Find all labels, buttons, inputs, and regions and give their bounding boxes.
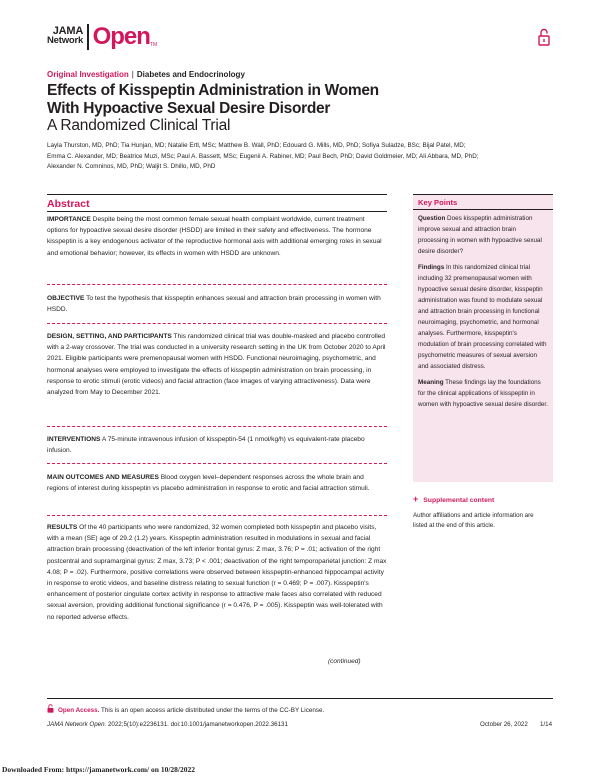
plus-icon: + — [413, 494, 419, 504]
article-title: Effects of Kisspeptin Administration in Women With Hypoactive Sexual Desire Disorder — [47, 82, 379, 117]
author-list: Layla Thurston, MD, PhD; Tia Hunjan, MD; Natalie Ertl, MSc; Matthew B. Wall, PhD; Edouard G. Mills, MD, PhD; Sofiya Suladze, BSc; Bijal Patel, MD; Emma C. Alexander, MD; Beatrice Muzi, MSc; Paul A. Bassett, MSc; Eugenii A. Rabiner, MD; Paul Bech, PhD; David Goldmeier, MD; Ali Abbara, MD, PhD; Alexander N. Comninos, MD, PhD; Waljit S. Dhillo, MD, PhD — [47, 142, 479, 170]
abstract-results: RESULTS Of the 40 participants who were randomized, 32 women completed both kisspeptin and placebo visits, with a mean (SE) age of 29.2 (1.2) years. Kisspeptin administration resulted in modulations in sexual and facial attraction brain processing (deactivation of the left inferior frontal gyrus: Z max, 3.76; P = .01; activation of the right postcentral and supramarginal gyrus: Z max, 3.73; P < .001; deactivation of the right temporoparietal junction: Z max 4.08; P = .02). Furthermore, positive correlations were observed between kisspeptin-enhanced hippocampal activity in response to erotic videos, and baseline distress relating to sexual function (r = 0.469; P = .007). Kisspeptin's enhancement of posterior cingulate cortex activity in response to attractive male faces also correlated with reduced sexual aversion, providing additional functional significance (r = 0.476, P = .005). Kisspeptin was well-tolerated with no reported adverse effects. — [47, 524, 387, 621]
abstract-objective: OBJECTIVE To test the hypothesis that kisspeptin enhances sexual and attraction brain processing in women with HSDD. — [47, 295, 381, 314]
section-divider — [47, 463, 387, 464]
publication-date: October 26, 2022 — [480, 721, 528, 728]
key-points-question: Question Does kisspeptin administration improve sexual and attraction brain processing in women with hypoactive sexual desire disorder? — [418, 215, 542, 255]
article-subtitle: A Randomized Clinical Trial — [47, 117, 231, 134]
citation-line: JAMA Network Open. 2022;5(10):e2236131. doi:10.1001/jamanetworkopen.2022.36131 — [47, 721, 288, 728]
open-access-label[interactable]: Open Access. — [58, 707, 100, 714]
open-access-note: Open Access. This is an open access article distributed under the terms of the CC-BY License. — [47, 704, 324, 714]
article-topic[interactable]: Diabetes and Endocrinology — [136, 70, 245, 79]
download-watermark: Downloaded From: https://jamanetwork.com/ on 10/28/2022 — [2, 765, 195, 774]
key-points-meaning: Meaning These findings lay the foundations for the clinical applications of kisspeptin in women with hypoactive sexual desire disorder. — [418, 379, 548, 408]
abstract-interventions: INTERVENTIONS A 75-minute intravenous infusion of kisspeptin-54 (1 nmol/kg/h) vs equivalent-rate placebo infusion. — [47, 436, 365, 455]
footer-rule — [47, 698, 553, 699]
continued-note: (continued) — [328, 658, 361, 665]
section-divider — [47, 284, 387, 285]
section-divider — [47, 515, 387, 516]
journal-logo — [47, 24, 157, 52]
article-kicker — [47, 70, 245, 80]
logo-open: Open — [92, 23, 150, 50]
logo-jama-network: JAMA Network — [47, 25, 84, 46]
open-access-lock-icon — [47, 704, 54, 713]
key-points-heading: Key Points — [413, 198, 553, 210]
abstract-heading-rule — [47, 211, 387, 212]
kicker-separator: | — [131, 70, 134, 79]
section-divider — [47, 426, 387, 427]
page-number: 1/14 — [540, 721, 553, 728]
supplemental-content-link[interactable]: + Supplemental content — [413, 494, 495, 504]
article-type[interactable]: Original Investigation — [47, 70, 129, 79]
abstract-outcomes: MAIN OUTCOMES AND MEASURES Blood oxygen level–dependent responses across the whole brain and regions of interest during kisspeptin vs placebo administration in response to erotic and facial attraction stimuli. — [47, 474, 370, 493]
affiliations-note: Author affiliations and article information are listed at the end of this article. — [413, 512, 534, 529]
abstract-heading: Abstract — [47, 194, 387, 210]
logo-divider — [87, 24, 89, 50]
abstract-importance: IMPORTANCE Despite being the most common female sexual health complaint worldwide, current treatment options for hypoactive sexual desire disorder (HSDD) are limited in their safety and effectiveness. The hormone kisspeptin is a key endogenous activator of the reproductive hormonal axis with additional emerging roles in sexual and emotional behavior; however, its effects in women with HSDD are unknown. — [47, 216, 382, 257]
open-lock-icon — [538, 28, 550, 46]
key-points-findings: Findings In this randomized clinical trial including 32 premenopausal women with hypoactive sexual desire disorder, kisspeptin administration was found to modulate sexual and attraction brain processing in functional neuroimaging, psychometric, and hormonal analyses. Furthermore, kisspeptin's modulation of brain processing correlated with psychometric measures of sexual aversion and associated distress. — [418, 264, 547, 370]
key-points-box — [413, 194, 553, 482]
logo-trademark: TM — [149, 42, 158, 48]
section-divider — [47, 323, 387, 324]
abstract-design: DESIGN, SETTING, AND PARTICIPANTS This randomized clinical trial was double-masked and placebo controlled with a 2-way crossover. The trial was conducted in a university research setting in the UK from October 2020 to April 2021. Eligible participants were premenopausal women with HSDD. Functional neuroimaging, psychometric, and hormonal analyses were employed to investigate the effects of kisspeptin administration on brain processing, in response to erotic stimuli (erotic videos) and facial attraction (face images of varying attractiveness). Data were analyzed from May to December 2021. — [47, 333, 386, 397]
